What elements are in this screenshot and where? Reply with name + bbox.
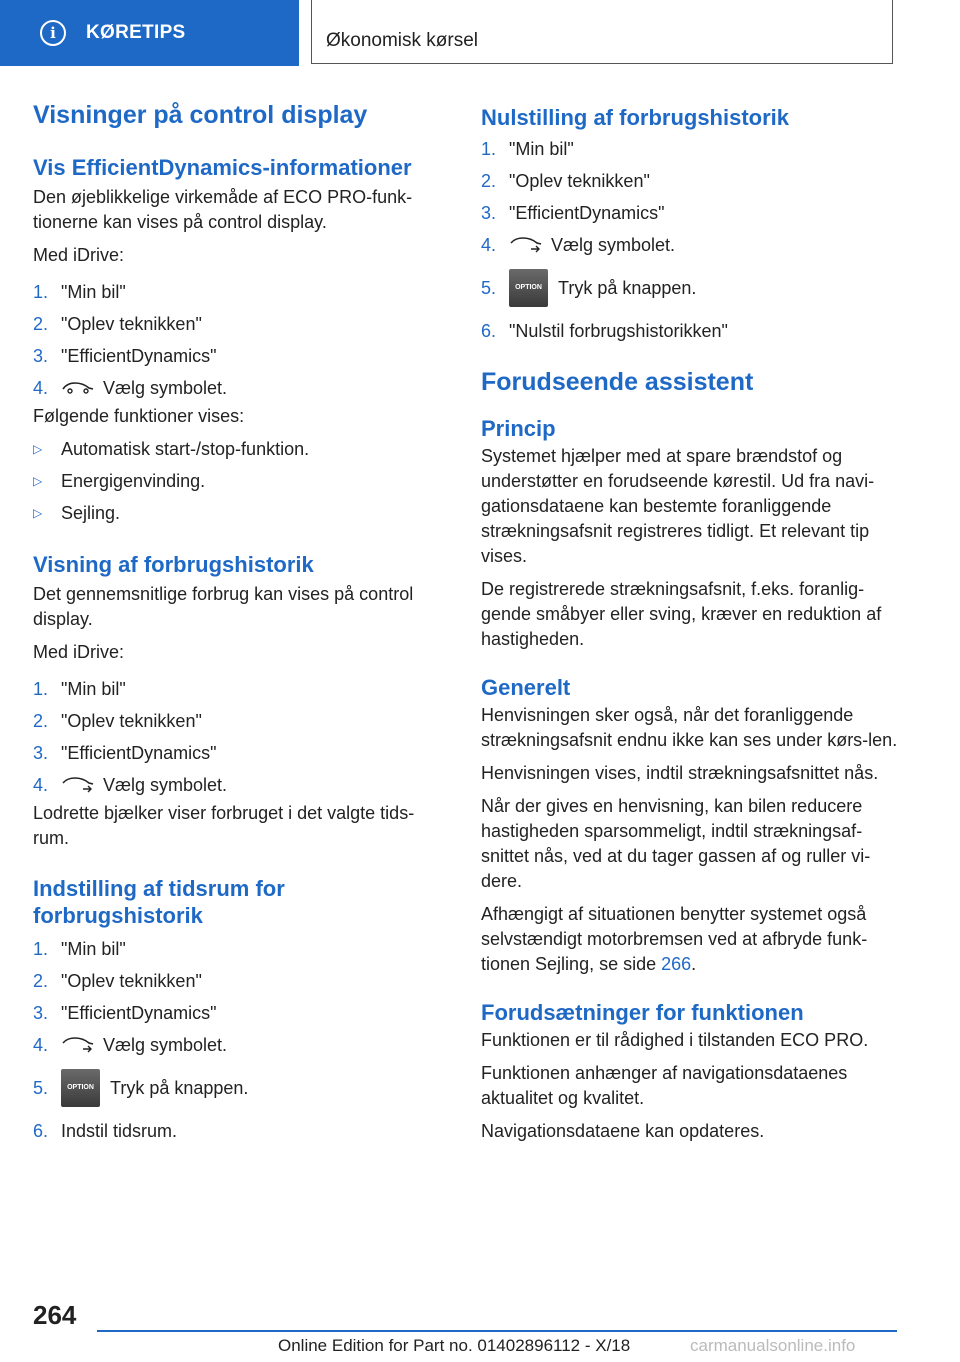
bullet-list <box>33 433 448 529</box>
paragraph: Henvisningen vises, indtil strækningsafsnittet nås. <box>481 763 879 783</box>
list-item: 5. OPTION Tryk på knappen. <box>481 261 901 315</box>
heading-princip: Princip <box>481 416 556 441</box>
heading-indstilling-tidsrum: Indstilling af tidsrum for forbrugshistorik <box>33 876 285 928</box>
step-list <box>481 133 901 347</box>
info-icon: i <box>40 20 66 46</box>
paragraph: Henvisningen sker også, når det foranliggende strækningsafsnit endnu ikke kan ses under kørs-len. <box>481 705 898 750</box>
step-list <box>33 933 448 1147</box>
chapter-header <box>311 0 893 64</box>
list-item: 4. Vælg symbolet. <box>33 1035 228 1055</box>
heading-nulstilling: Nulstilling af forbrugshistorik <box>481 105 790 130</box>
heading-visninger: Visninger på control display <box>33 101 368 129</box>
list-item: 2. "Oplev teknikken" <box>33 314 202 334</box>
paragraph: Den øjeblikkelige virkemåde af ECO PRO-funk-tionerne kan vises på control display. <box>33 187 413 232</box>
heading-visning-forbrugshistorik: Visning af forbrugshistorik <box>33 552 314 577</box>
list-item: ▷ Sejling. <box>33 497 448 529</box>
list-item: 3. "EfficientDynamics" <box>33 1003 217 1023</box>
paragraph: Afhængigt af situationen benytter systemet også selvstændigt motorbremsen ved at afbryde funk-tionen Sejling, se side 266. <box>481 904 868 974</box>
watermark: carmanualsonline.info <box>690 1336 856 1355</box>
option-button-icon: OPTION <box>61 1069 100 1107</box>
list-item: 3. "EfficientDynamics" <box>33 743 217 763</box>
triangle-bullet-icon: ▷ <box>33 442 43 456</box>
list-item: 5. OPTION Tryk på knappen. <box>33 1061 448 1115</box>
list-item: 4. Vælg symbolet. <box>481 235 676 255</box>
paragraph: Når der gives en henvisning, kan bilen reducere hastigheden sparsommeligt, indtil strækningsaf-snittet nås, ved at du tager gassen af og ruller vi-dere. <box>481 796 871 891</box>
paragraph: Med iDrive: <box>33 245 125 265</box>
step-list <box>33 276 448 404</box>
paragraph: Med iDrive: <box>33 642 125 662</box>
option-button-icon: OPTION <box>509 269 548 307</box>
heading-efficientdynamics: Vis EfficientDynamics-informationer <box>33 155 412 180</box>
list-item: 2. "Oplev teknikken" <box>33 971 202 991</box>
paragraph: Navigationsdataene kan opdateres. <box>481 1121 765 1141</box>
list-item: ▷ Energigenvinding. <box>33 465 448 497</box>
list-item: 4. Vælg symbolet. <box>33 378 228 398</box>
list-item: ▷ Automatisk start-/stop-funktion. <box>33 433 448 465</box>
triangle-bullet-icon: ▷ <box>33 474 43 488</box>
section-tab <box>0 0 299 66</box>
list-item: 6. "Nulstil forbrugshistorikken" <box>481 321 728 341</box>
car-history-icon <box>61 1036 95 1054</box>
page-number: 264 <box>33 1300 77 1330</box>
chapter-title: Økonomisk kørsel <box>326 30 479 51</box>
paragraph: Følgende funktioner vises: <box>33 406 245 426</box>
list-item: 2. "Oplev teknikken" <box>481 171 650 191</box>
triangle-bullet-icon: ▷ <box>33 506 43 520</box>
right-column <box>481 104 901 1144</box>
list-item: 4. Vælg symbolet. <box>33 775 228 795</box>
list-item: 3. "EfficientDynamics" <box>33 346 217 366</box>
step-list <box>33 673 448 801</box>
paragraph: Systemet hjælper med at spare brændstof og understøtter en forudseende kørestil. Ud fra navi-gationsdataene kan bestemte foranliggende strækningsafsnit registreres tidligt. Et relevant tip vises. <box>481 446 875 566</box>
list-item: 1. "Min bil" <box>33 679 126 699</box>
list-item: 2. "Oplev teknikken" <box>33 711 202 731</box>
page-link[interactable]: 266 <box>661 954 692 974</box>
paragraph: Funktionen anhænger af navigationsdataenes aktualitet og kvalitet. <box>481 1063 848 1108</box>
list-item: 6. Indstil tidsrum. <box>33 1121 178 1141</box>
heading-generelt: Generelt <box>481 675 571 700</box>
list-item: 1. "Min bil" <box>481 139 574 159</box>
list-item: 3. "EfficientDynamics" <box>481 203 665 223</box>
heading-forudseende-assistent: Forudseende assistent <box>481 368 754 396</box>
car-history-icon <box>61 776 95 794</box>
car-history-icon <box>509 236 543 254</box>
left-column <box>33 100 448 1147</box>
paragraph: De registrerede strækningsafsnit, f.eks. foranlig-gende småbyer eller sving, kræver en reduktion af hastigheden. <box>481 579 882 649</box>
footer-divider <box>97 1330 897 1332</box>
edition-text: Online Edition for Part no. 01402896112 - X/18 <box>278 1336 631 1355</box>
list-item: 1. "Min bil" <box>33 939 126 959</box>
list-item: 1. "Min bil" <box>33 282 126 302</box>
paragraph: Funktionen er til rådighed i tilstanden ECO PRO. <box>481 1030 869 1050</box>
paragraph: Det gennemsnitlige forbrug kan vises på control display. <box>33 584 414 629</box>
section-title: KØRETIPS <box>86 22 186 43</box>
car-efficiency-icon <box>61 379 95 397</box>
heading-forudsaetninger: Forudsætninger for funktionen <box>481 1000 804 1025</box>
paragraph: Lodrette bjælker viser forbruget i det valgte tids-rum. <box>33 803 415 848</box>
